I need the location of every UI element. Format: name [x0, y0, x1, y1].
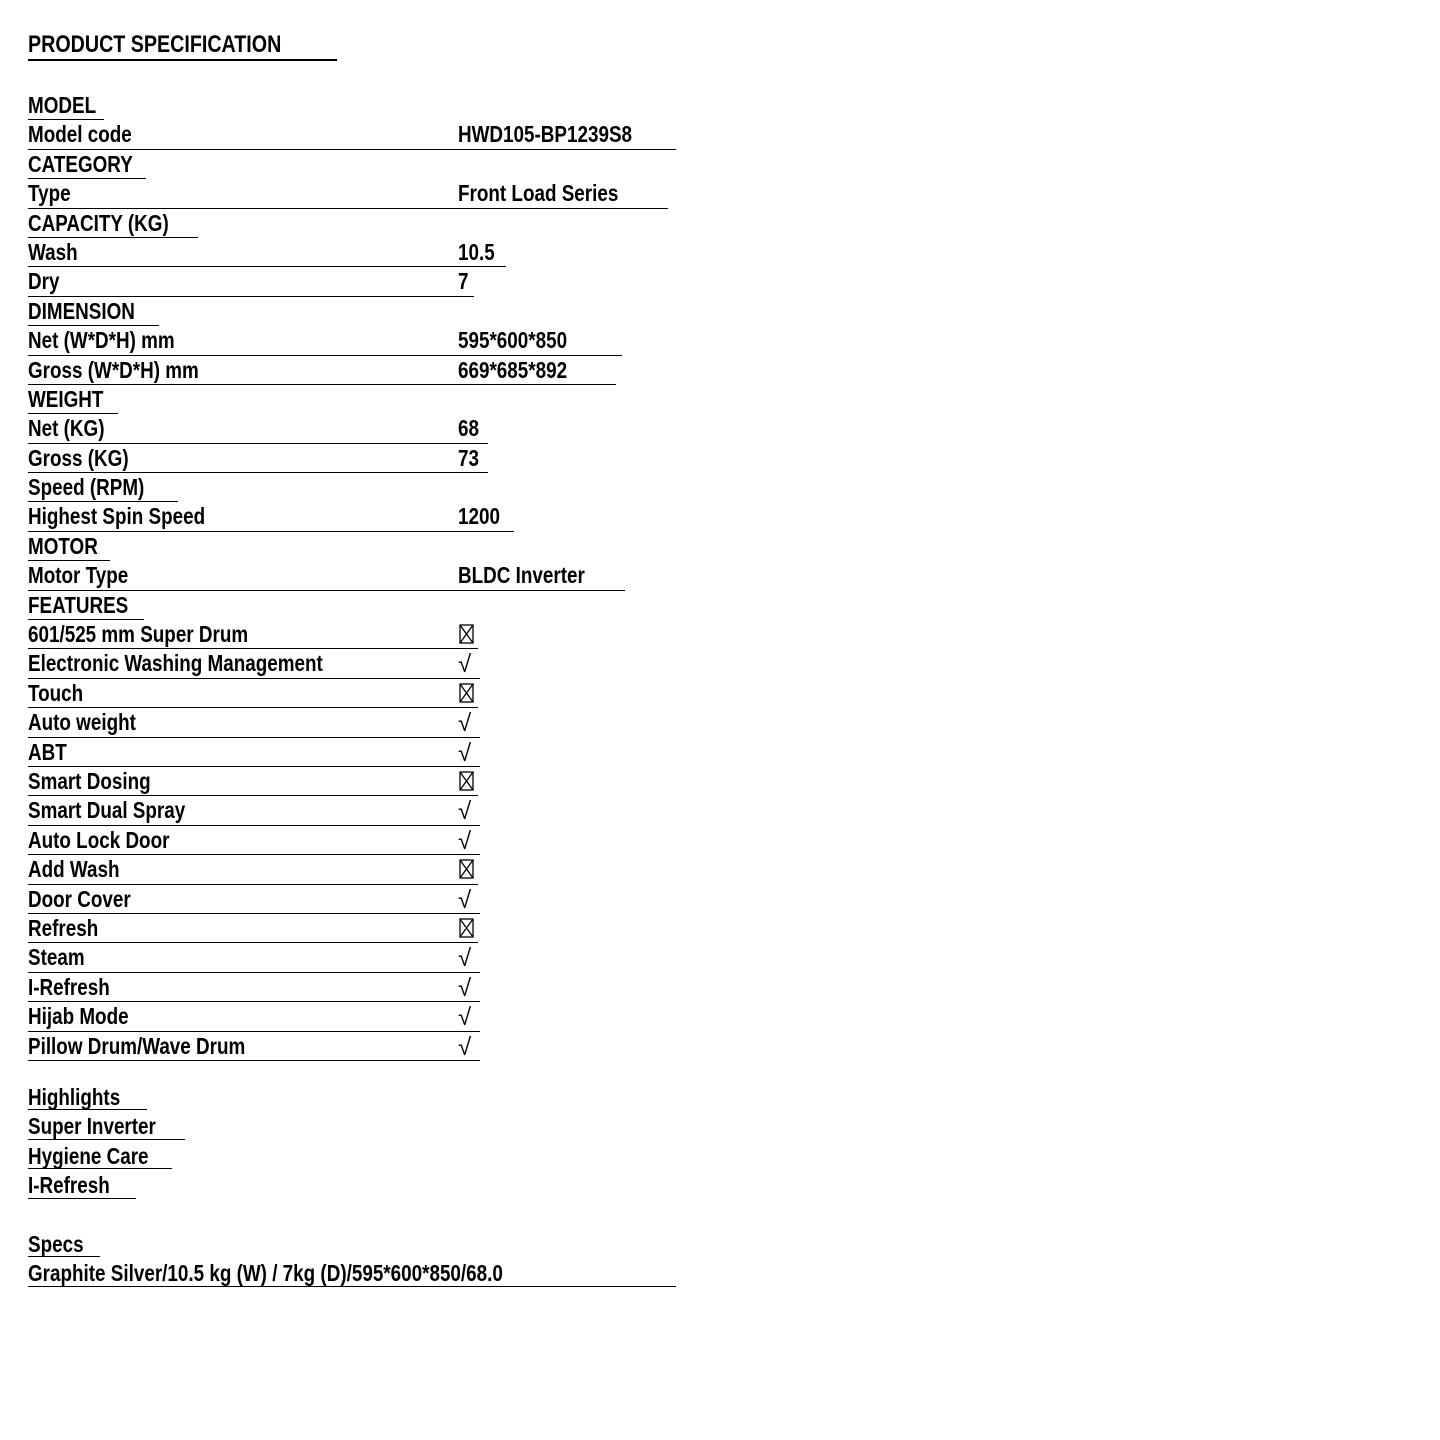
check-radical-icon: √ [458, 974, 472, 1002]
highlights-heading-text: Highlights [28, 1084, 121, 1110]
row-rule [28, 972, 480, 973]
row-label: Add Wash [28, 856, 120, 883]
row-label: Auto weight [28, 709, 136, 736]
row-label: Gross (W*D*H) mm [28, 356, 199, 383]
row-label: Smart Dosing [28, 767, 151, 794]
spec-row [28, 327, 728, 356]
row-value: 1200 [458, 503, 500, 530]
row-rule [28, 266, 506, 267]
check-radical-icon: √ [458, 886, 472, 914]
row-rule [28, 178, 146, 179]
feature-row [28, 768, 728, 797]
section-label: MOTOR [28, 532, 98, 559]
row-rule [28, 678, 480, 679]
specification-table [28, 92, 728, 1062]
spec-section-header [28, 592, 728, 621]
spec-row [28, 180, 728, 209]
check-radical-icon: √ [458, 1004, 472, 1032]
row-rule [28, 501, 178, 502]
section-label: WEIGHT [28, 385, 104, 412]
spec-section-header [28, 92, 728, 121]
row-label: ABT [28, 738, 67, 765]
missing-glyph-box-icon [458, 856, 504, 885]
section-label: CAPACITY (KG) [28, 209, 169, 236]
spec-section-header [28, 386, 728, 415]
feature-row [28, 827, 728, 856]
row-label: Door Cover [28, 885, 131, 912]
row-rule [28, 913, 480, 914]
spec-row [28, 239, 728, 268]
row-label: Hijab Mode [28, 1003, 129, 1030]
row-label: Model code [28, 121, 132, 148]
feature-row [28, 621, 728, 650]
row-value: 10.5 [458, 238, 495, 265]
feature-row [28, 797, 728, 826]
spec-section-header [28, 474, 728, 503]
row-value: 68 [458, 415, 479, 442]
row-rule [28, 355, 622, 356]
missing-glyph-box-icon [458, 915, 504, 944]
row-rule [28, 854, 480, 855]
specs-summary-line-text: Graphite Silver/10.5 kg (W) / 7kg (D)/595*600*850/68.0 [28, 1260, 503, 1287]
row-rule [28, 1031, 480, 1032]
row-label: Touch [28, 679, 84, 706]
feature-row [28, 1033, 728, 1062]
missing-glyph-box-icon [458, 680, 504, 709]
feature-row [28, 709, 728, 738]
row-label: Motor Type [28, 562, 129, 589]
row-rule [28, 208, 668, 209]
check-radical-icon: √ [458, 710, 472, 738]
row-label: Dry [28, 268, 60, 295]
row-rule [28, 737, 480, 738]
row-rule [28, 648, 478, 649]
row-label: Auto Lock Door [28, 826, 170, 853]
spec-row [28, 415, 728, 444]
row-rule [28, 149, 676, 150]
row-rule [28, 825, 480, 826]
row-rule [28, 296, 474, 297]
feature-row [28, 650, 728, 679]
spec-row [28, 121, 728, 150]
feature-row [28, 944, 728, 973]
section-label: CATEGORY [28, 150, 133, 177]
feature-row [28, 856, 728, 885]
row-label: Steam [28, 944, 85, 971]
row-value: 7 [458, 268, 469, 295]
row-rule [28, 384, 616, 385]
row-rule [28, 560, 110, 561]
row-rule [28, 413, 118, 414]
row-value: Front Load Series [458, 180, 619, 207]
row-rule [28, 619, 144, 620]
row-label: Electronic Washing Management [28, 650, 323, 677]
highlight-item-text: Super Inverter [28, 1113, 156, 1140]
specs-heading-text: Specs [28, 1231, 84, 1257]
feature-row [28, 886, 728, 915]
row-rule [28, 1060, 480, 1061]
row-rule [28, 1001, 480, 1002]
row-label: Pillow Drum/Wave Drum [28, 1032, 246, 1059]
feature-row [28, 974, 728, 1003]
check-radical-icon: √ [458, 827, 472, 855]
feature-row [28, 680, 728, 709]
row-value: HWD105-BP1239S8 [458, 121, 633, 148]
row-label: Highest Spin Speed [28, 503, 206, 530]
check-radical-icon: √ [458, 798, 472, 826]
spec-section-header [28, 210, 728, 239]
spec-row [28, 562, 728, 591]
row-label: I-Refresh [28, 973, 110, 1000]
row-label: Net (KG) [28, 415, 105, 442]
row-value: 73 [458, 444, 479, 471]
spec-row [28, 503, 728, 532]
section-label: FEATURES [28, 591, 129, 618]
section-label: DIMENSION [28, 297, 135, 324]
section-label: Speed (RPM) [28, 474, 145, 501]
missing-glyph-box-icon [458, 621, 504, 650]
row-value: 595*600*850 [458, 327, 568, 354]
highlight-item-text: I-Refresh [28, 1172, 110, 1199]
spec-section-header [28, 533, 728, 562]
row-value: BLDC Inverter [458, 562, 585, 589]
check-radical-icon: √ [458, 739, 472, 767]
row-rule [28, 707, 478, 708]
missing-glyph-box-icon [458, 768, 504, 797]
feature-row [28, 739, 728, 768]
row-rule [28, 884, 478, 885]
row-label: Refresh [28, 914, 99, 941]
row-label: Wash [28, 238, 78, 265]
row-rule [28, 472, 488, 473]
section-label: MODEL [28, 92, 97, 118]
check-radical-icon: √ [458, 945, 472, 973]
check-radical-icon: √ [458, 1033, 472, 1061]
row-rule [28, 443, 488, 444]
row-rule [28, 237, 198, 238]
row-rule [28, 119, 104, 120]
spec-section-header [28, 151, 728, 180]
spec-row [28, 357, 728, 386]
row-value: 669*685*892 [458, 356, 568, 383]
feature-row [28, 915, 728, 944]
row-rule [28, 590, 625, 591]
page-title-text: PRODUCT SPECIFICATION [28, 31, 282, 58]
spec-row [28, 445, 728, 474]
row-rule [28, 942, 478, 943]
row-label: Smart Dual Spray [28, 797, 186, 824]
highlight-item-text: Hygiene Care [28, 1142, 149, 1169]
spec-section-header [28, 298, 728, 327]
feature-row [28, 1003, 728, 1032]
row-label: 601/525 mm Super Drum [28, 621, 249, 648]
row-label: Net (W*D*H) mm [28, 327, 175, 354]
row-label: Type [28, 180, 71, 207]
row-label: Gross (KG) [28, 444, 129, 471]
row-rule [28, 531, 514, 532]
page-title [28, 32, 337, 61]
row-rule [28, 325, 159, 326]
row-rule [28, 766, 480, 767]
row-rule [28, 795, 478, 796]
spec-row [28, 268, 728, 297]
check-radical-icon: √ [458, 651, 472, 679]
